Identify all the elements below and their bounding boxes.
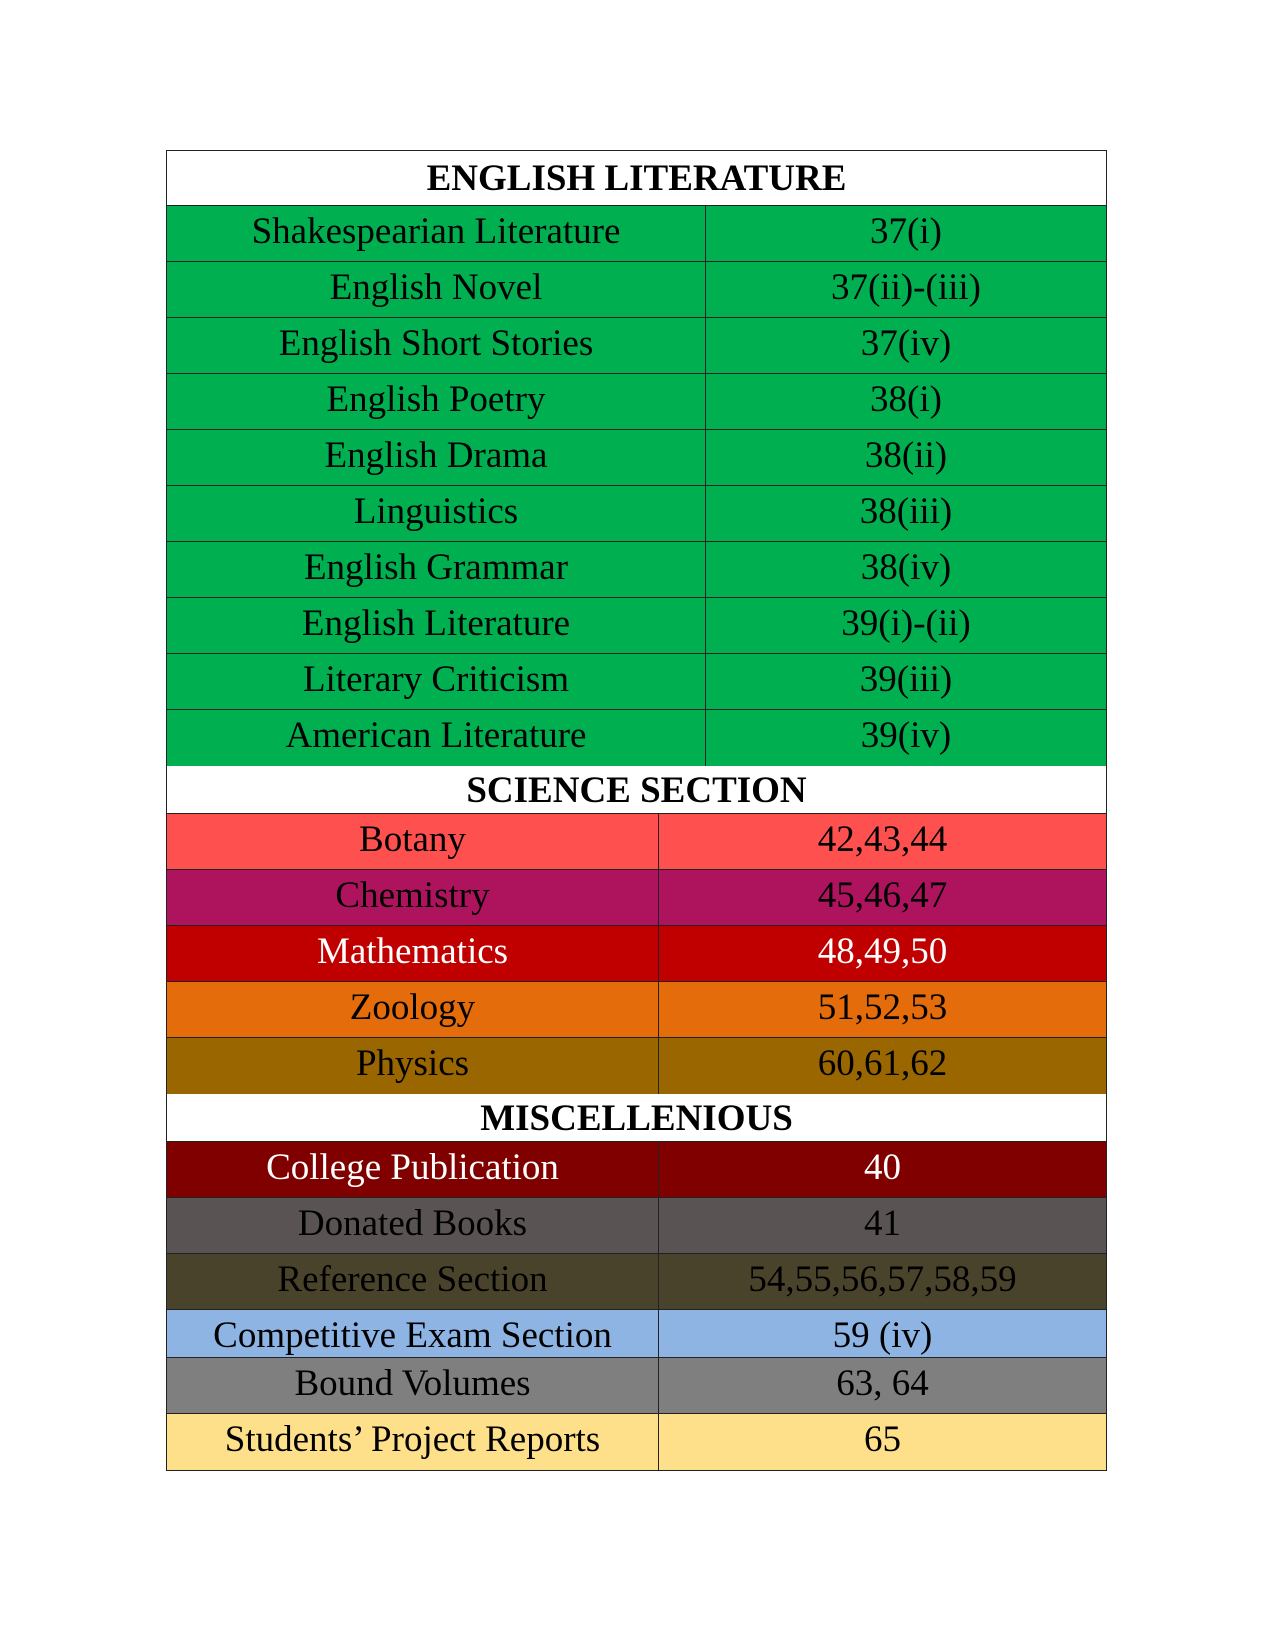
- subject-cell: Donated Books: [167, 1198, 659, 1253]
- table-row: [167, 710, 1106, 766]
- table-row: [167, 206, 1106, 262]
- subject-cell: Botany: [167, 814, 659, 869]
- subject-cell: Physics: [167, 1038, 659, 1094]
- shelf-number-cell: 42,43,44: [817, 819, 948, 860]
- shelf-number-cell: 41: [864, 1203, 901, 1244]
- english-literature-heading: ENGLISH LITERATURE: [167, 151, 1106, 206]
- subject-cell: Competitive Exam Section: [167, 1310, 659, 1357]
- subject-cell: Reference Section: [167, 1254, 659, 1309]
- shelf-number-cell: 38(iii): [859, 491, 953, 532]
- table-row: [167, 430, 1106, 486]
- shelf-number-cell: 59 (iv): [832, 1315, 933, 1356]
- table-row: [167, 654, 1106, 710]
- table-row: [167, 598, 1106, 654]
- shelf-number-cell: 38(i): [870, 379, 942, 420]
- science-section-rows: [167, 814, 1106, 1094]
- subject-cell: American Literature: [167, 710, 706, 766]
- table-row: [167, 1142, 1106, 1198]
- subject-cell: English Short Stories: [167, 318, 706, 373]
- subject-cell: English Grammar: [167, 542, 706, 597]
- table-row: [167, 1358, 1106, 1414]
- shelf-number-cell: 37(ii)-(iii): [830, 267, 981, 308]
- shelf-number-cell: 65: [864, 1419, 901, 1460]
- shelf-number-cell: 38(ii): [864, 435, 948, 476]
- subject-cell: Bound Volumes: [167, 1358, 659, 1413]
- subject-cell: Shakespearian Literature: [167, 206, 706, 261]
- subject-cell: Chemistry: [167, 870, 659, 925]
- shelf-number-cell: 54,55,56,57,58,59: [748, 1259, 1017, 1300]
- subject-cell: English Poetry: [167, 374, 706, 429]
- table-row: [167, 1038, 1106, 1094]
- subject-cell: Literary Criticism: [167, 654, 706, 709]
- table-row: [167, 486, 1106, 542]
- table-row: [167, 982, 1106, 1038]
- subject-cell: College Publication: [167, 1142, 659, 1197]
- shelf-number-cell: 60,61,62: [817, 1043, 948, 1084]
- table-row: [167, 1310, 1106, 1358]
- subject-cell: Linguistics: [167, 486, 706, 541]
- miscellaneous-heading: MISCELLENIOUS: [167, 1094, 1106, 1142]
- table-row: [167, 374, 1106, 430]
- english-literature-rows: [167, 206, 1106, 766]
- table-row: [167, 870, 1106, 926]
- shelf-number-cell: 48,49,50: [817, 931, 948, 972]
- science-section-heading: SCIENCE SECTION: [167, 766, 1106, 814]
- table-row: [167, 926, 1106, 982]
- subject-cell: Mathematics: [167, 926, 659, 981]
- table-row: [167, 262, 1106, 318]
- subject-cell: English Drama: [167, 430, 706, 485]
- miscellaneous-rows: [167, 1142, 1106, 1470]
- shelf-number-cell: 45,46,47: [817, 875, 948, 916]
- shelf-number-cell: 38(iv): [860, 547, 952, 588]
- table-row: [167, 814, 1106, 870]
- subject-cell: English Literature: [167, 598, 706, 653]
- shelf-number-cell: 39(iii): [859, 659, 953, 700]
- subject-cell: Students’ Project Reports: [167, 1414, 659, 1470]
- table-row: [167, 1414, 1106, 1470]
- shelf-number-cell: 39(iv): [860, 715, 952, 756]
- shelf-number-cell: 63, 64: [836, 1363, 929, 1404]
- table-row: [167, 1198, 1106, 1254]
- shelf-number-cell: 37(iv): [860, 323, 952, 364]
- subject-cell: Zoology: [167, 982, 659, 1037]
- shelf-number-cell: 51,52,53: [817, 987, 948, 1028]
- table-row: [167, 318, 1106, 374]
- shelf-number-cell: 37(i): [870, 211, 942, 252]
- table-row: [167, 542, 1106, 598]
- table-row: [167, 1254, 1106, 1310]
- shelf-number-cell: 39(i)-(ii): [841, 603, 971, 644]
- shelf-number-cell: 40: [864, 1147, 901, 1188]
- shelf-index-table: [166, 150, 1107, 1471]
- subject-cell: English Novel: [167, 262, 706, 317]
